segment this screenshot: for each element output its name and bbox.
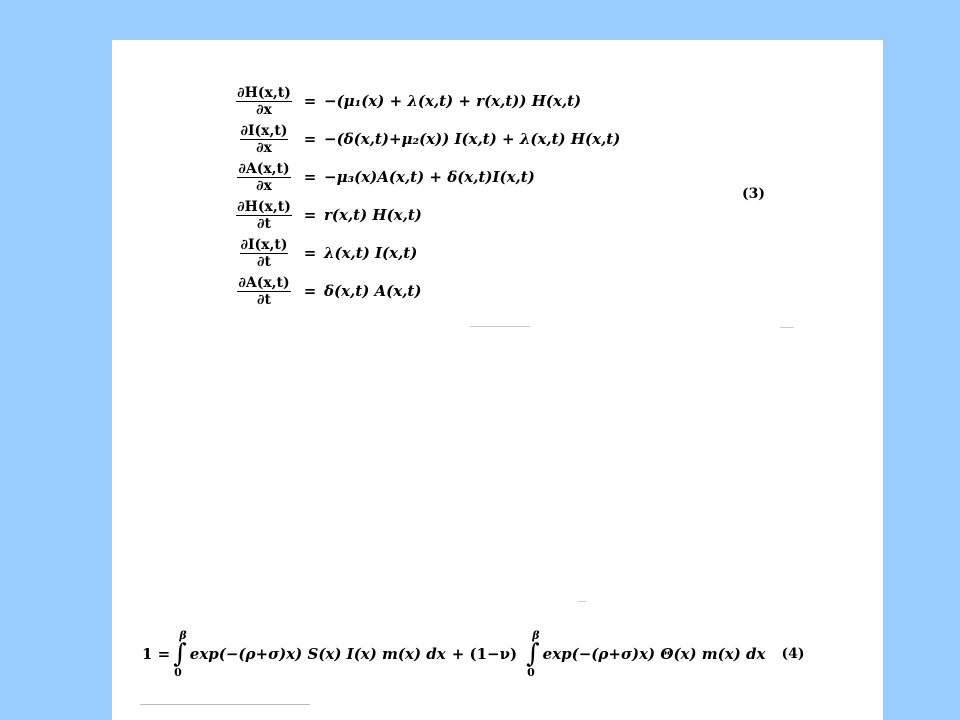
scan-artifact xyxy=(140,704,310,705)
equals-sign: = xyxy=(303,206,317,224)
equation-row xyxy=(232,234,620,272)
equation-rhs: δ(x,t) A(x,t) xyxy=(324,282,422,300)
fraction-denominator: ∂t xyxy=(257,291,271,308)
integral-sign: ∫ xyxy=(526,639,540,669)
equation-row xyxy=(232,158,620,196)
fraction-numerator: ∂A(x,t) xyxy=(238,274,290,291)
integral-equation-lhs: 1 = xyxy=(142,645,171,663)
integral-1-integrand: exp(−(ρ+σ)x) S(x) I(x) m(x) dx xyxy=(189,645,446,663)
integral-sign: ∫ xyxy=(173,639,187,669)
equation-row xyxy=(232,272,620,310)
equation-tag-3: (3) xyxy=(742,186,765,202)
integral-1-lower-limit: 0 xyxy=(174,666,182,679)
equation-row xyxy=(232,120,620,158)
equals-sign: = xyxy=(303,92,317,110)
partial-derivative-fraction xyxy=(232,199,296,232)
integral-2-upper-limit: β xyxy=(532,629,540,642)
scan-artifact xyxy=(780,327,794,328)
equals-sign: = xyxy=(303,244,317,262)
integral-equation-middle: + (1−ν) xyxy=(451,645,518,663)
partial-derivative-fraction xyxy=(232,85,296,118)
fraction-numerator: ∂I(x,t) xyxy=(240,122,288,139)
integral-equation xyxy=(142,630,804,678)
partial-derivative-fraction xyxy=(232,161,296,194)
equals-sign: = xyxy=(303,130,317,148)
fraction-denominator: ∂x xyxy=(256,101,272,118)
fraction-numerator: ∂H(x,t) xyxy=(237,198,291,215)
scan-artifact xyxy=(578,601,586,602)
equals-sign: = xyxy=(303,282,317,300)
equation-system xyxy=(232,82,620,310)
equation-rhs: −μ₃(x)A(x,t) + δ(x,t)I(x,t) xyxy=(324,168,535,186)
equation-row xyxy=(232,196,620,234)
fraction-denominator: ∂t xyxy=(257,253,271,270)
equation-tag-4: (4) xyxy=(781,646,805,662)
fraction-numerator: ∂I(x,t) xyxy=(240,236,288,253)
integral-2-integrand: exp(−(ρ+σ)x) Θ(x) m(x) dx xyxy=(542,645,766,663)
integral-2 xyxy=(526,630,540,678)
integral-1-upper-limit: β xyxy=(179,629,187,642)
fraction-denominator: ∂x xyxy=(256,177,272,194)
equation-row xyxy=(232,82,620,120)
partial-derivative-fraction xyxy=(232,275,296,308)
partial-derivative-fraction xyxy=(232,237,296,270)
equation-rhs: λ(x,t) I(x,t) xyxy=(324,244,418,262)
equation-rhs: r(x,t) H(x,t) xyxy=(324,206,422,224)
partial-derivative-fraction xyxy=(232,123,296,156)
equation-rhs: −(δ(x,t)+μ₂(x)) I(x,t) + λ(x,t) H(x,t) xyxy=(324,130,621,148)
fraction-denominator: ∂x xyxy=(256,139,272,156)
equals-sign: = xyxy=(303,168,317,186)
scan-artifact xyxy=(470,326,530,327)
fraction-denominator: ∂t xyxy=(257,215,271,232)
integral-2-lower-limit: 0 xyxy=(527,666,535,679)
fraction-numerator: ∂H(x,t) xyxy=(237,84,291,101)
equation-rhs: −(μ₁(x) + λ(x,t) + r(x,t)) H(x,t) xyxy=(324,92,582,110)
fraction-numerator: ∂A(x,t) xyxy=(238,160,290,177)
integral-1 xyxy=(173,630,187,678)
